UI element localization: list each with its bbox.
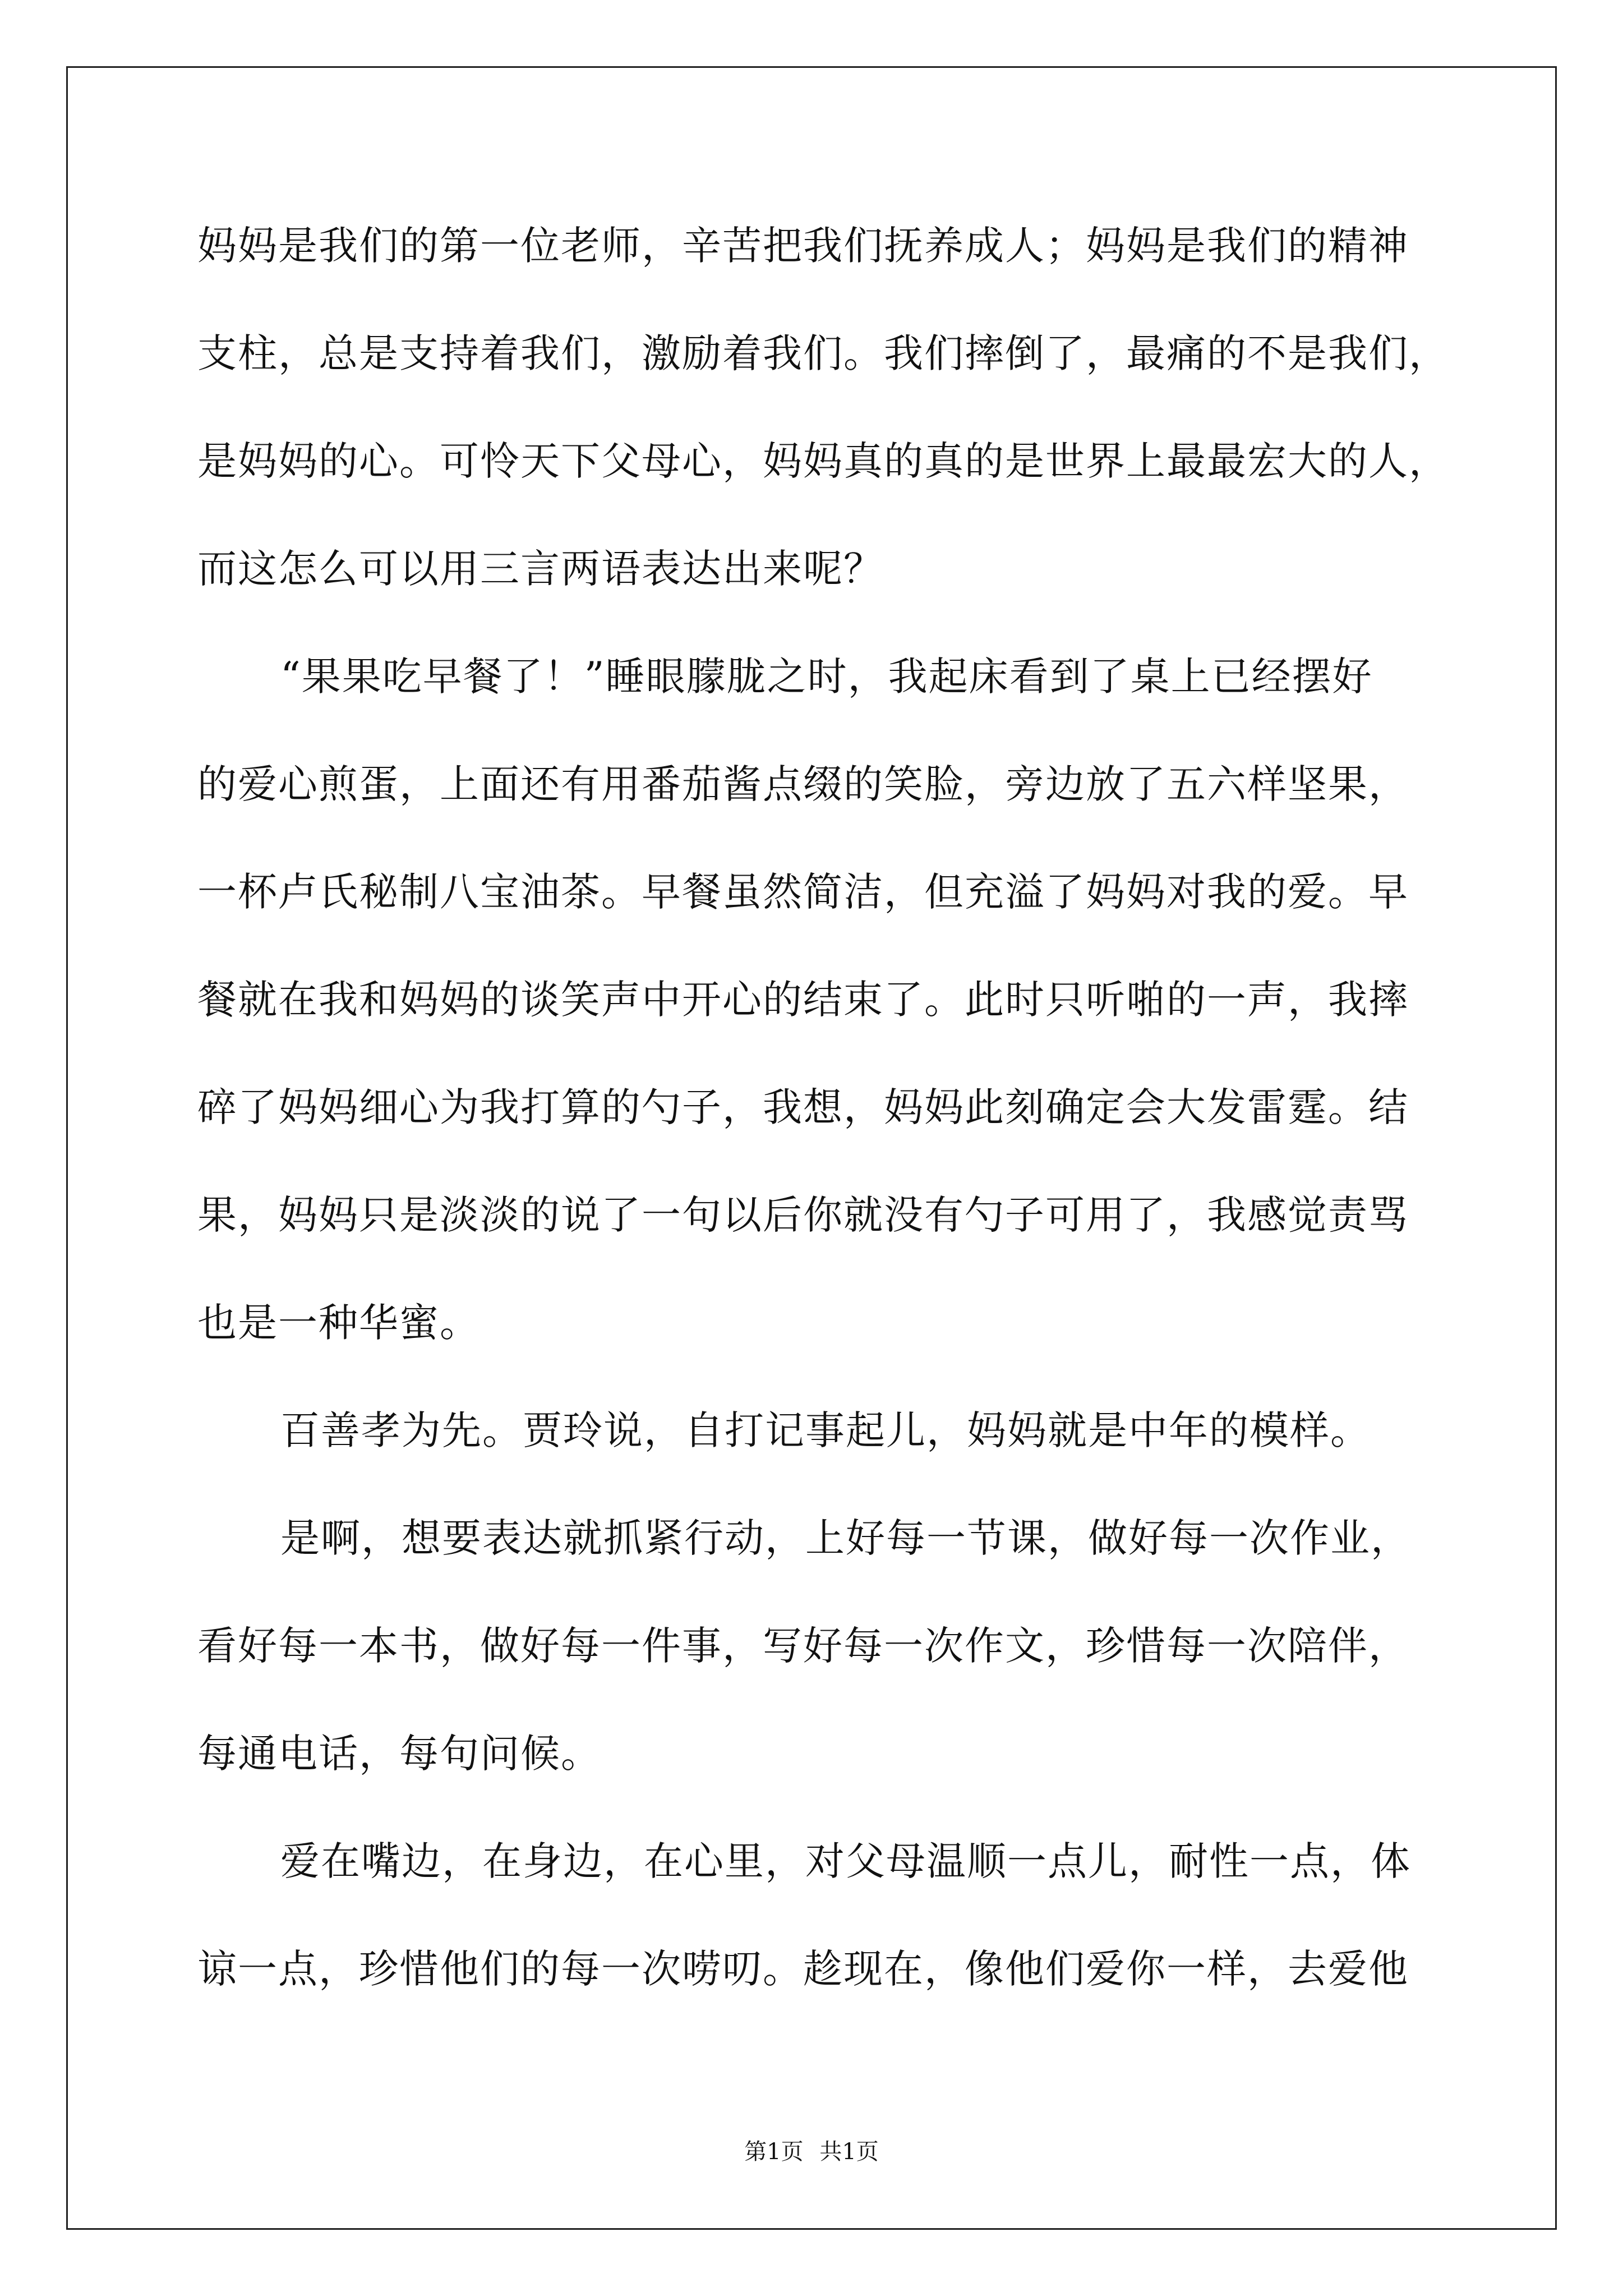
text-line: 谅一点，珍惜他们的每一次唠叨。趁现在，像他们爱你一样，去爱他: [197, 1946, 1409, 1992]
text-line: 餐就在我和妈妈的谈笑声中开心的结束了。此时只听啪的一声，我摔: [197, 977, 1409, 1023]
text-line: 是妈妈的心。可怜天下父母心，妈妈真的真的是世界上最最宏大的人，: [197, 438, 1449, 484]
paragraph-start-line: “果果吃早餐了！”睡眼朦胧之时，我起床看到了桌上已经摆好: [280, 654, 1373, 700]
text-line: 果，妈妈只是淡淡的说了一句以后你就没有勺子可用了，我感觉责骂: [197, 1192, 1409, 1238]
text-line: 看好每一本书，做好每一件事，写好每一次作文，珍惜每一次陪伴，: [197, 1623, 1409, 1669]
text-line: 的爱心煎蛋，上面还有用番茄酱点缀的笑脸，旁边放了五六样坚果，: [197, 761, 1409, 807]
text-line: 碎了妈妈细心为我打算的勺子，我想，妈妈此刻确定会大发雷霆。结: [197, 1084, 1409, 1130]
text-line: 也是一种华蜜。: [197, 1300, 480, 1346]
page-number-current: 第1页: [744, 2139, 804, 2165]
text-line: 支柱，总是支持着我们，激励着我们。我们摔倒了，最痛的不是我们，: [197, 330, 1449, 376]
page-number-total: 共1页: [819, 2139, 879, 2165]
paragraph-start-line: 百善孝为先。贾玲说，自打记事起儿，妈妈就是中年的模样。: [280, 1407, 1371, 1453]
text-line: 每通电话，每句问候。: [197, 1731, 601, 1777]
document-body: [197, 219, 1449, 2050]
text-line: 妈妈是我们的第一位老师，辛苦把我们抚养成人；妈妈是我们的精神: [197, 223, 1409, 269]
text-line: 一杯卢氏秘制八宝油茶。早餐虽然简洁，但充溢了妈妈对我的爱。早: [197, 869, 1409, 915]
page-footer: [0, 2136, 1623, 2168]
text-line: 而这怎么可以用三言两语表达出来呢？: [197, 546, 884, 592]
paragraph-start-line: 是啊，想要表达就抓紧行动，上好每一节课，做好每一次作业，: [280, 1515, 1411, 1561]
paragraph-start-line: 爱在嘴边，在身边，在心里，对父母温顺一点儿，耐性一点，体: [280, 1838, 1411, 1884]
